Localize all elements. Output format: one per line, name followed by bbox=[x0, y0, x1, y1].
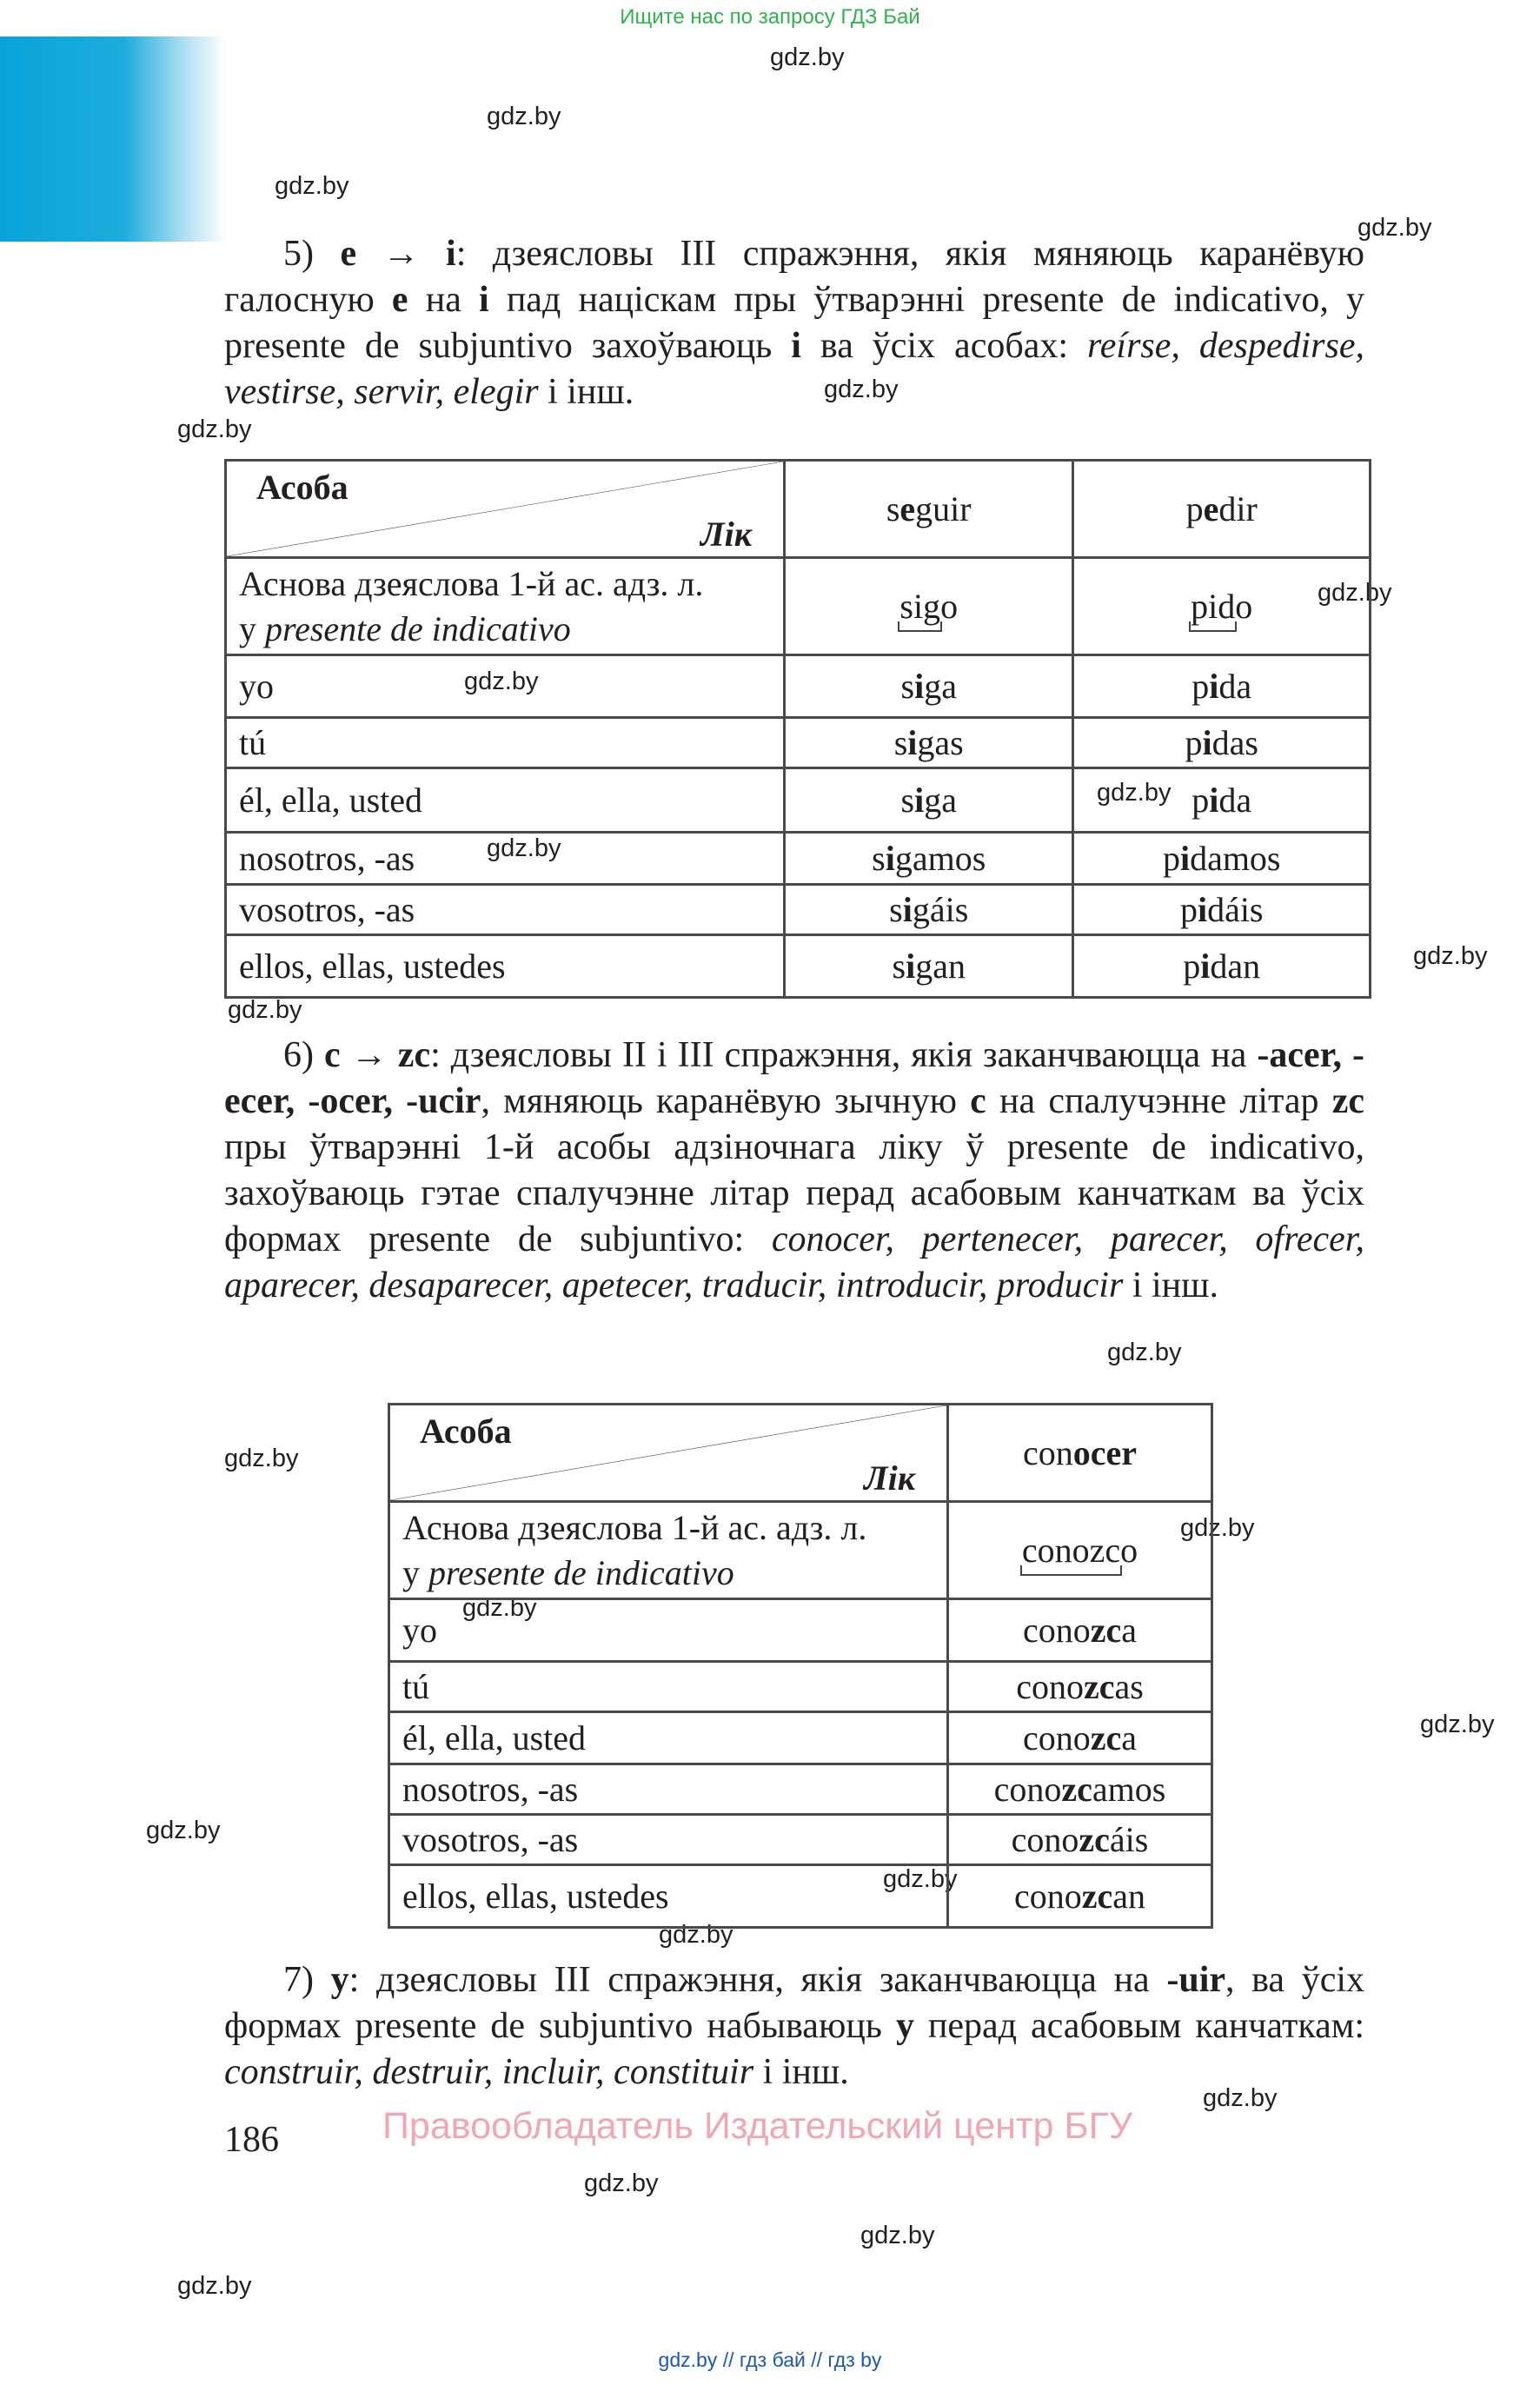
watermark: gdz.by bbox=[146, 1817, 221, 1844]
form-cell: sigamos bbox=[785, 833, 1073, 885]
person-cell: ellos, ellas, ustedes bbox=[226, 935, 785, 998]
form-cell: siga bbox=[785, 768, 1073, 833]
watermark: gdz.by bbox=[1420, 1711, 1495, 1738]
top-note: Ищите нас по запросу ГДЗ Бай bbox=[620, 5, 920, 29]
form-cell: siga bbox=[785, 655, 1073, 718]
table-row bbox=[389, 1599, 1212, 1662]
stem-pedir: pid o bbox=[1073, 558, 1371, 655]
watermark: gdz.by bbox=[883, 1865, 958, 1893]
table-row bbox=[389, 1662, 1212, 1712]
table-row bbox=[389, 1712, 1212, 1764]
table-row bbox=[226, 768, 1371, 833]
watermark: gdz.by bbox=[224, 1445, 299, 1472]
stem-label: Аснова дзеяслова 1-й ас. адз. л. у presente de indicativo bbox=[226, 558, 785, 655]
person-cell: él, ella, usted bbox=[226, 768, 785, 833]
watermark: gdz.by bbox=[487, 103, 561, 130]
form-cell: sigan bbox=[785, 935, 1073, 998]
column-header-conocer: conocer bbox=[948, 1405, 1212, 1502]
person-cell: nosotros, -as bbox=[389, 1764, 948, 1815]
person-cell: nosotros, -as bbox=[226, 833, 785, 885]
stem-seguir: sig o bbox=[785, 558, 1073, 655]
table-row bbox=[226, 935, 1371, 998]
table-row bbox=[226, 885, 1371, 935]
watermark: gdz.by bbox=[1203, 2084, 1278, 2112]
stem-conocer: conozc o bbox=[948, 1502, 1212, 1599]
table-row bbox=[389, 1865, 1212, 1928]
watermark: gdz.by bbox=[275, 172, 349, 200]
header-number: Лік bbox=[700, 515, 752, 554]
table-header-row bbox=[226, 461, 1371, 558]
table-row bbox=[226, 718, 1371, 768]
table-row bbox=[389, 1815, 1212, 1865]
person-cell: ellos, ellas, ustedes bbox=[389, 1865, 948, 1928]
header-person: Асоба bbox=[256, 468, 348, 507]
form-cell: pida bbox=[1073, 655, 1371, 718]
form-cell: pida bbox=[1073, 768, 1371, 833]
header-diagonal-cell bbox=[226, 461, 785, 558]
person-cell: tú bbox=[389, 1662, 948, 1712]
table-row bbox=[389, 1764, 1212, 1815]
stem-label: Аснова дзеяслова 1-й ас. адз. л. у presente de indicativo bbox=[389, 1502, 948, 1599]
form-cell: conozcas bbox=[948, 1662, 1212, 1712]
watermark: gdz.by bbox=[1318, 579, 1392, 607]
watermark: gdz.by bbox=[1180, 1514, 1255, 1542]
form-cell: pidáis bbox=[1073, 885, 1371, 935]
form-cell: conozca bbox=[948, 1712, 1212, 1764]
watermark: gdz.by bbox=[177, 2272, 252, 2300]
watermark: gdz.by bbox=[462, 1594, 537, 1622]
header-number: Лік bbox=[864, 1458, 915, 1498]
person-cell: yo bbox=[389, 1599, 948, 1662]
section-5-paragraph: 5) e → i: дзеясловы III спражэння, якія мяняюць каранёвую галосную e на i пад націскам пры ўтварэнні presente de indicativo, у presente de subjuntivo захоўваюць i ва ўсіх асобах: reírse, despedirse, vestirse, servir, elegir і інш. bbox=[224, 234, 1365, 412]
watermark: gdz.by bbox=[860, 2222, 935, 2249]
section-7-paragraph: 7) y: дзеясловы III спражэння, якія заканчваюцца на -uir, ва ўсіх формах presente de subjuntivo набываюць y перад асабовым канчаткам: construir, destruir, incluir, constituir і інш. bbox=[224, 1960, 1364, 2092]
watermark: gdz.by bbox=[228, 996, 302, 1024]
watermark: gdz.by bbox=[1107, 1339, 1182, 1366]
form-cell: sigáis bbox=[785, 885, 1073, 935]
watermark: gdz.by bbox=[770, 43, 845, 71]
person-cell: tú bbox=[226, 718, 785, 768]
watermark: gdz.by bbox=[487, 834, 561, 862]
conjugation-table-conocer bbox=[388, 1403, 1213, 1929]
stem-row bbox=[226, 558, 1371, 655]
header-person: Асоба bbox=[420, 1412, 512, 1451]
form-cell: sigas bbox=[785, 718, 1073, 768]
watermark: gdz.by bbox=[1413, 942, 1488, 970]
header-diagonal-cell bbox=[389, 1405, 948, 1502]
person-cell: él, ella, usted bbox=[389, 1712, 948, 1764]
table-row bbox=[226, 833, 1371, 885]
watermark: gdz.by bbox=[659, 1921, 733, 1949]
form-cell: conozcáis bbox=[948, 1815, 1212, 1865]
section-6-paragraph: 6) c → zc: дзеясловы II і III спражэння, якія заканчваюцца на -acer, -ecer, -ocer, -ucir, мяняюць каранёвую зычную c на спалучэнне літар zc пры ўтварэнні 1-й асобы адзіночнага ліку ў presente de indicativo, захоўваюць гэтае спалучэнне літар перад асабовым канчаткам ва ўсіх формах presente de subjuntivo: conocer, pertenecer, parecer, ofrecer, aparecer, desaparecer, apetecer, traducir, introducir, producir і інш. bbox=[224, 1035, 1364, 1305]
stem-row bbox=[389, 1502, 1212, 1599]
page-number: 186 bbox=[224, 2120, 279, 2160]
column-header-pedir: pedir bbox=[1073, 461, 1371, 558]
person-cell: vosotros, -as bbox=[226, 885, 785, 935]
watermark: gdz.by bbox=[464, 668, 539, 695]
form-cell: conozca bbox=[948, 1599, 1212, 1662]
watermark: gdz.by bbox=[1357, 214, 1432, 242]
table-row bbox=[226, 655, 1371, 718]
footer-links: gdz.by // гдз бай // гдз by bbox=[658, 2348, 882, 2371]
corner-accent bbox=[0, 37, 226, 242]
person-cell: vosotros, -as bbox=[389, 1815, 948, 1865]
form-cell: conozcamos bbox=[948, 1764, 1212, 1815]
form-cell: conozcan bbox=[948, 1865, 1212, 1928]
watermark: gdz.by bbox=[824, 375, 899, 403]
watermark: gdz.by bbox=[177, 415, 252, 443]
form-cell: pidan bbox=[1073, 935, 1371, 998]
watermark: gdz.by bbox=[1097, 779, 1172, 807]
table-header-row bbox=[389, 1405, 1212, 1502]
watermark: gdz.by bbox=[584, 2169, 659, 2197]
column-header-seguir: seguir bbox=[785, 461, 1073, 558]
form-cell: pidamos bbox=[1073, 833, 1371, 885]
form-cell: pidas bbox=[1073, 718, 1371, 768]
conjugation-table-seguir-pedir bbox=[224, 459, 1371, 999]
person-cell: yo bbox=[226, 655, 785, 718]
rights-holder-notice: Правообладатель Издательский центр БГУ bbox=[382, 2105, 1133, 2147]
